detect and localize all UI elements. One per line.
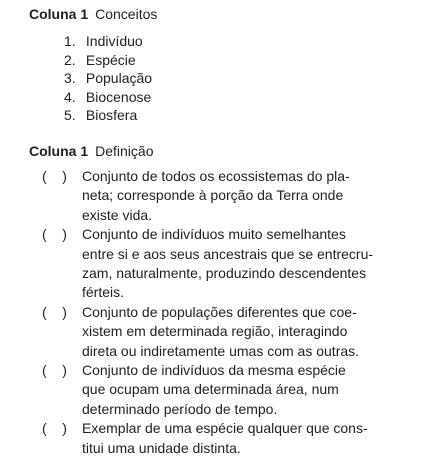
answer-blank[interactable]: ( ) [42,168,67,184]
concept-item [64,51,152,70]
definition-line: entre si e aos seus ancestrais que se entrecru- [82,245,374,262]
column2-title: Definição [95,143,154,159]
concept-text: Indivíduo [85,33,143,49]
concept-number: 4. [64,88,76,105]
definition-line: existe vida. [82,206,153,223]
definition-line: Conjunto de populações diferentes que coe- [82,303,357,320]
definition-item [42,361,392,419]
definition-line: Conjunto de todos os ecossistemas do pla- [82,168,350,184]
concept-text: Biocenose [85,88,152,105]
concept-item [64,88,152,107]
definition-item [42,303,392,361]
answer-blank[interactable]: ( ) [42,362,67,379]
definitions-list [42,167,392,458]
definition-text [82,361,392,419]
definition-line: xistem em determinada região, interagindo [82,323,348,340]
definition-line: determinado período de tempo. [82,400,278,417]
column2-heading [29,142,154,160]
answer-blank[interactable]: ( ) [42,420,67,437]
concept-text: Espécie [85,51,136,68]
definition-line: Conjunto de indivíduos da mesma espécie [82,362,346,379]
concept-number: 3. [64,70,76,86]
definition-text [82,419,392,458]
column1-heading [29,5,157,23]
definition-text [82,167,392,225]
definition-line: férteis. [82,284,125,301]
definition-text [82,225,392,303]
definition-line: que ocupam uma determinada área, num [82,381,339,398]
answer-blank[interactable]: ( ) [42,226,67,243]
concept-number: 1. [64,33,76,49]
concept-item [64,106,152,125]
definition-line: Conjunto de indivíduos muito semelhantes [82,226,346,243]
concept-item [64,69,152,88]
definition-text [82,303,392,361]
definition-item [42,167,392,225]
column1-label: Coluna 1 [29,6,89,22]
definition-line: titui uma unidade distinta. [82,439,241,456]
concept-number: 2. [64,51,76,68]
column2-label: Coluna 1 [29,143,89,159]
definition-item [42,225,392,303]
answer-blank[interactable]: ( ) [42,303,67,320]
definition-line: zam, naturalmente, produzindo descendentes [82,265,367,282]
concept-item [64,32,152,51]
definition-line: direta ou indiretamente umas com as outras. [82,342,360,359]
concepts-list [64,32,152,125]
concept-text: Biosfera [85,107,138,123]
column1-title: Conceitos [95,6,158,22]
definition-item [42,419,392,458]
concept-number: 5. [64,107,76,123]
concept-text: População [85,70,153,86]
definition-line: Exemplar de uma espécie qualquer que cons- [82,420,368,437]
definition-line: neta; corresponde à porção da Terra onde [82,187,344,204]
